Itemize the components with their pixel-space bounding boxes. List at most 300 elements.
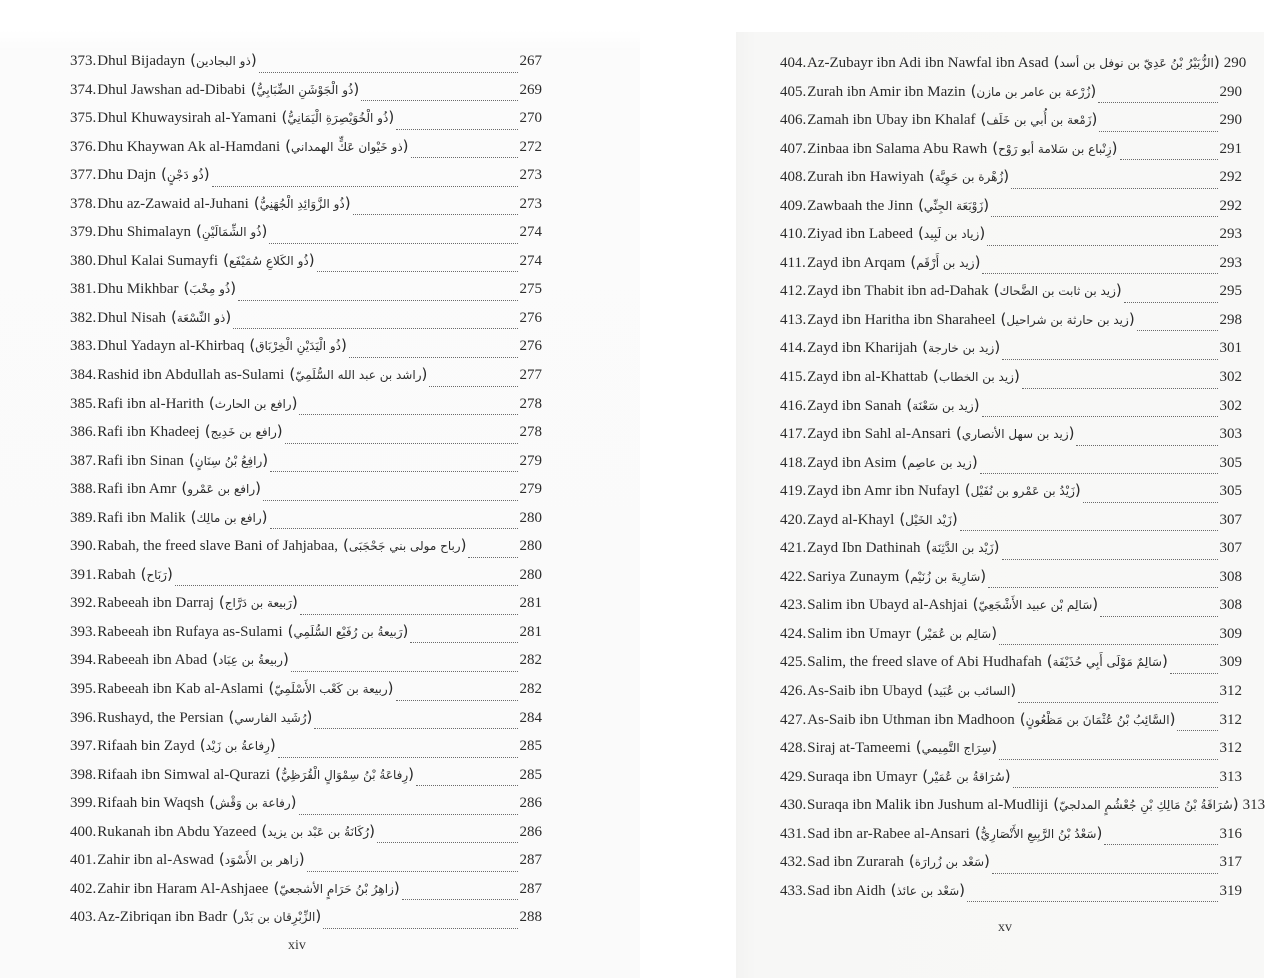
toc-entry[interactable] bbox=[780, 737, 1242, 766]
arabic-text: ذُو الزَّوَائِدِ الْجُهَنِيُّ bbox=[259, 196, 345, 211]
entry-number: 400. bbox=[70, 823, 97, 840]
toc-entry[interactable] bbox=[70, 221, 542, 250]
entry-page-number: 291 bbox=[1219, 140, 1242, 157]
entry-page-number: 309 bbox=[1219, 654, 1242, 671]
entry-number: 408. bbox=[780, 169, 807, 186]
entry-title: Salim ibn Ubayd al-Ashjai bbox=[807, 597, 968, 614]
arabic-text: رافع بن خَدِيج bbox=[210, 425, 277, 440]
entry-arabic-name: (ذُو دَجْنٍ) bbox=[161, 165, 210, 184]
entry-arabic-name: (زَيْد الخَيْل) bbox=[899, 509, 958, 528]
toc-entry[interactable] bbox=[780, 851, 1242, 880]
arabic-text: زُهْرة بن حَوِيَّة bbox=[934, 170, 1004, 185]
entry-title: Rabeeah ibn Rufaya as-Sulami bbox=[97, 623, 283, 640]
dot-leader bbox=[278, 743, 518, 758]
toc-entry[interactable] bbox=[70, 450, 542, 479]
entry-arabic-name: (زُرْعة بن عامر بن مازن) bbox=[970, 81, 1097, 100]
arabic-text: زَيْد بن الدَّثِنَة bbox=[931, 541, 994, 556]
entry-page-number: 312 bbox=[1219, 711, 1242, 728]
toc-entry[interactable] bbox=[70, 421, 542, 450]
entry-title: Zinbaa ibn Salama Abu Rawh bbox=[807, 140, 988, 157]
entry-page-number: 274 bbox=[519, 252, 542, 269]
arabic-text: ذُو الْيَدَيْنِ الْخِرْبَاق bbox=[255, 339, 342, 354]
entry-number: 383. bbox=[70, 338, 97, 355]
toc-entry[interactable] bbox=[780, 337, 1242, 366]
arabic-text: سَالِم بن عُمَيْر bbox=[921, 626, 992, 641]
dot-leader bbox=[299, 800, 518, 815]
arabic-text: زيد بن حارثة بن شراحيل bbox=[1006, 312, 1129, 327]
entry-title: Sariya Zunaym bbox=[807, 568, 900, 585]
toc-entry[interactable] bbox=[70, 564, 542, 593]
toc-entry[interactable] bbox=[780, 166, 1242, 195]
dot-leader bbox=[1124, 288, 1218, 303]
toc-entry[interactable] bbox=[780, 280, 1242, 309]
arabic-text: رافِعُ بْنُ سِنَانٍ bbox=[194, 453, 263, 468]
entry-number: 422. bbox=[780, 568, 807, 585]
arabic-text: زَيْد الخَيْل bbox=[905, 512, 952, 527]
entry-arabic-name: (زَمْعة بن أُبي بن خَلَف) bbox=[980, 110, 1098, 129]
entry-number: 426. bbox=[780, 683, 807, 700]
entry-number: 378. bbox=[70, 195, 97, 212]
entry-title: Rafi ibn Khadeej bbox=[97, 424, 200, 441]
entry-title: Rabah, the freed slave Bani of Jahjabaa, bbox=[97, 538, 338, 555]
dot-leader bbox=[349, 343, 518, 358]
arabic-text: ذُو الْخُوَيْصِرَةِ الْيَمَانِيُّ bbox=[287, 111, 389, 126]
entry-page-number: 293 bbox=[1219, 254, 1242, 271]
dot-leader bbox=[1099, 117, 1217, 132]
entry-title: Zayd ibn Thabit ibn ad-Dahak bbox=[807, 283, 989, 300]
entry-page-number: 279 bbox=[519, 452, 542, 469]
entry-title: Dhu Dajn bbox=[97, 167, 156, 184]
arabic-text: رفاعة بن وَقْش bbox=[214, 796, 291, 811]
entry-arabic-name: (رِفاعةُ بن زَيْد) bbox=[199, 736, 276, 755]
arabic-text: زيد بن سَعْنَة bbox=[912, 398, 974, 413]
arabic-text: رافع بن عَمْرو bbox=[187, 482, 256, 497]
toc-entry[interactable] bbox=[70, 507, 542, 536]
dot-leader bbox=[1076, 431, 1217, 446]
entry-number: 384. bbox=[70, 367, 97, 384]
entry-arabic-name: (السائب بن عُبَيد) bbox=[927, 681, 1017, 700]
entry-title: Zayd ibn Asim bbox=[807, 454, 897, 471]
toc-entry[interactable] bbox=[70, 621, 542, 650]
arabic-text: رباح مولى بني جَحْجَبَى bbox=[348, 539, 461, 554]
dot-leader bbox=[1120, 145, 1218, 160]
dot-leader bbox=[1100, 602, 1217, 617]
entry-arabic-name: (زيد بن عاصِم) bbox=[901, 452, 978, 471]
entry-title: Dhul Kalai Sumayfi bbox=[97, 252, 219, 269]
entry-number: 414. bbox=[780, 340, 807, 357]
toc-entry[interactable] bbox=[780, 81, 1242, 110]
entry-page-number: 301 bbox=[1219, 340, 1242, 357]
entry-number: 393. bbox=[70, 623, 97, 640]
entry-title: Zayd Ibn Dathinah bbox=[807, 540, 921, 557]
dot-leader bbox=[468, 543, 517, 558]
entry-page-number: 312 bbox=[1219, 740, 1242, 757]
arabic-text: الزِّبْرِقان بن بَدْر bbox=[238, 910, 316, 925]
entry-page-number: 279 bbox=[519, 481, 542, 498]
entry-arabic-name: (رَبَاح) bbox=[140, 564, 173, 583]
entry-number: 387. bbox=[70, 452, 97, 469]
dot-leader bbox=[416, 771, 517, 786]
entry-arabic-name: (رافع بن خَدِيج) bbox=[204, 422, 283, 441]
toc-entry[interactable] bbox=[70, 478, 542, 507]
entry-page-number: 281 bbox=[519, 623, 542, 640]
toc-entry[interactable] bbox=[780, 309, 1242, 338]
left-page bbox=[0, 30, 640, 978]
dot-leader bbox=[1002, 545, 1218, 560]
entry-title: Az-Zibriqan ibn Badr bbox=[97, 909, 228, 926]
entry-number: 403. bbox=[70, 909, 97, 926]
entry-number: 379. bbox=[70, 224, 97, 241]
entry-title: Dhul Bijadayn bbox=[97, 53, 186, 69]
entry-number: 397. bbox=[70, 738, 97, 755]
toc-entry[interactable] bbox=[70, 307, 542, 336]
entry-arabic-name: (رافع بن مالِك) bbox=[190, 507, 268, 526]
toc-entry[interactable] bbox=[70, 193, 542, 222]
entry-page-number: 312 bbox=[1219, 683, 1242, 700]
entry-page-number: 276 bbox=[519, 338, 542, 355]
entry-page-number: 305 bbox=[1219, 454, 1242, 471]
entry-arabic-name: (رَبيعة بن دَرَّاج) bbox=[218, 593, 298, 612]
entry-arabic-name: (زيد بن ثابت بن الضَّحاك) bbox=[993, 281, 1122, 300]
entry-title: Zurah ibn Amir ibn Mazin bbox=[807, 83, 966, 100]
toc-entry[interactable] bbox=[70, 649, 542, 678]
dot-leader bbox=[238, 286, 517, 301]
toc-entry[interactable] bbox=[780, 709, 1242, 738]
entry-page-number: 295 bbox=[1219, 283, 1242, 300]
toc-entry[interactable] bbox=[70, 792, 542, 821]
entry-number: 410. bbox=[780, 226, 807, 243]
entry-arabic-name: (ذو البجادين) bbox=[190, 51, 257, 69]
entry-page-number: 287 bbox=[519, 852, 542, 869]
dot-leader bbox=[1098, 88, 1217, 103]
entry-title: Siraj at-Tameemi bbox=[807, 740, 911, 757]
entry-title: Zayd ibn al-Khattab bbox=[807, 369, 929, 386]
toc-entry[interactable] bbox=[780, 452, 1242, 481]
entry-number: 385. bbox=[70, 395, 97, 412]
entry-number: 399. bbox=[70, 795, 97, 812]
toc-entry[interactable] bbox=[70, 79, 542, 108]
entry-arabic-name: (رافِعُ بْنُ سِنَانٍ) bbox=[188, 450, 269, 469]
arabic-text: ذو النِّسْعَة bbox=[176, 310, 226, 325]
entry-number: 377. bbox=[70, 167, 97, 184]
entry-number: 391. bbox=[70, 566, 97, 583]
entry-page-number: 274 bbox=[519, 224, 542, 241]
toc-entry[interactable] bbox=[780, 195, 1242, 224]
arabic-text: رَبَاح bbox=[146, 567, 167, 582]
entry-number: 425. bbox=[780, 654, 807, 671]
entry-arabic-name: (سَعْد بن عائذ) bbox=[890, 880, 966, 899]
entry-page-number: 308 bbox=[1219, 568, 1242, 585]
toc-entry[interactable] bbox=[780, 880, 1242, 909]
dot-leader bbox=[988, 573, 1217, 588]
toc-entry[interactable] bbox=[780, 566, 1242, 595]
dot-leader bbox=[300, 600, 518, 615]
dot-leader bbox=[1170, 659, 1218, 674]
dot-leader bbox=[353, 200, 518, 215]
toc-entry[interactable] bbox=[70, 821, 542, 850]
dot-leader bbox=[323, 914, 517, 929]
entry-title: Az-Zubayr ibn Adi ibn Nawfal ibn Asad bbox=[807, 55, 1049, 71]
entry-page-number: 313 bbox=[1219, 768, 1242, 785]
arabic-text: ذُو الشِّمَالَيْنِ bbox=[201, 225, 262, 240]
page-number-right: xv bbox=[998, 920, 1012, 935]
toc-entry[interactable] bbox=[780, 52, 1247, 81]
entry-title: Dhul Nisah bbox=[97, 309, 166, 326]
entry-arabic-name: (زِنْباع بن سَلامة أبو رَوْح) bbox=[992, 138, 1118, 157]
entry-page-number: 308 bbox=[1219, 597, 1242, 614]
arabic-text: ربيعةُ بن عِبَاد bbox=[218, 653, 283, 668]
entry-title: Suraqa ibn Umayr bbox=[807, 768, 918, 785]
toc-entry[interactable] bbox=[70, 878, 542, 907]
entry-arabic-name: (رافع بن عَمْرو) bbox=[181, 479, 262, 498]
entry-page-number: 280 bbox=[519, 509, 542, 526]
entry-arabic-name: (ذو النِّسْعَة) bbox=[171, 307, 232, 326]
entry-number: 395. bbox=[70, 681, 97, 698]
toc-entry[interactable] bbox=[70, 393, 542, 422]
entry-number: 381. bbox=[70, 281, 97, 298]
arabic-text: زيد بن سهل الأنصاري bbox=[961, 427, 1069, 442]
entry-title: Zayd ibn Haritha ibn Sharaheel bbox=[807, 311, 996, 328]
dot-leader bbox=[1022, 374, 1218, 389]
entry-page-number: 272 bbox=[519, 138, 542, 155]
dot-leader bbox=[269, 229, 517, 244]
entry-number: 389. bbox=[70, 509, 97, 526]
entry-arabic-name: (زُهْرة بن حَوِيَّة) bbox=[928, 167, 1010, 186]
arabic-text: زياد بن لَبِيد bbox=[923, 227, 980, 242]
entry-arabic-name: (ذُو الكَلاعِ سُمَيْفَع) bbox=[223, 250, 315, 269]
toc-entry[interactable] bbox=[780, 395, 1242, 424]
entry-arabic-name: (سِرَاج التَّمِيمي) bbox=[915, 738, 998, 757]
entry-number: 415. bbox=[780, 369, 807, 386]
toc-entry[interactable] bbox=[780, 680, 1242, 709]
arabic-text: زاهر بن الأَسْوَد bbox=[224, 853, 299, 868]
entry-title: Rabah bbox=[97, 566, 136, 583]
dot-leader bbox=[991, 202, 1217, 217]
arabic-text: زَوْبَعَة الجِنِّي bbox=[923, 198, 984, 213]
entry-page-number: 273 bbox=[519, 167, 542, 184]
entry-title: Zayd al-Khayl bbox=[807, 511, 895, 528]
dot-leader bbox=[1104, 830, 1217, 845]
dot-leader bbox=[999, 630, 1217, 645]
arabic-text: سَعْد بن عائذ bbox=[896, 883, 960, 898]
entry-arabic-name: (زاهِرُ بْنُ حَرَامٍ الأشجعيّ) bbox=[273, 878, 400, 897]
dot-leader bbox=[259, 58, 518, 73]
entry-title: Salim, the freed slave of Abi Hudhafah bbox=[807, 654, 1042, 671]
entry-number: 406. bbox=[780, 112, 807, 129]
entry-title: Ziyad ibn Labeed bbox=[807, 226, 914, 243]
dot-leader bbox=[1013, 773, 1218, 788]
entry-arabic-name: (رُشَيد الفارسي) bbox=[228, 707, 313, 726]
entry-number: 431. bbox=[780, 825, 807, 842]
dot-leader bbox=[396, 686, 518, 701]
entry-title: Rifaah ibn Simwal al-Qurazi bbox=[97, 766, 271, 783]
arabic-text: زيد بن خارجة bbox=[928, 341, 995, 356]
entry-page-number: 281 bbox=[519, 595, 542, 612]
entry-number: 413. bbox=[780, 311, 807, 328]
toc-entry[interactable] bbox=[780, 651, 1242, 680]
dot-leader bbox=[1018, 688, 1217, 703]
toc-entry[interactable] bbox=[780, 537, 1242, 566]
toc-entry[interactable] bbox=[780, 794, 1266, 823]
entry-page-number: 286 bbox=[519, 823, 542, 840]
arabic-text: سَالِم بْن عبيد الأَشْجَعِيّ bbox=[978, 598, 1093, 613]
entry-arabic-name: (ذُو الْخُوَيْصِرَةِ الْيَمَانِيُّ) bbox=[281, 108, 395, 127]
entry-page-number: 290 bbox=[1219, 112, 1242, 129]
toc-entry[interactable] bbox=[70, 50, 542, 79]
entry-title: Rabeeah ibn Abad bbox=[97, 652, 208, 669]
entry-title: Zayd ibn Sanah bbox=[807, 397, 902, 414]
entry-arabic-name: (زيد بن الخطاب) bbox=[933, 367, 1020, 386]
entry-title: Dhu az-Zawaid al-Juhani bbox=[97, 195, 249, 212]
toc-entry[interactable] bbox=[780, 766, 1242, 795]
entry-number: 417. bbox=[780, 426, 807, 443]
entry-page-number: 290 bbox=[1223, 55, 1247, 71]
entry-number: 418. bbox=[780, 454, 807, 471]
entry-page-number: 278 bbox=[519, 395, 542, 412]
toc-entry[interactable] bbox=[780, 623, 1242, 652]
toc-entry[interactable] bbox=[70, 707, 542, 736]
arabic-text: زاهِرُ بْنُ حَرَامٍ الأشجعيّ bbox=[279, 881, 394, 896]
arabic-text: رِفاعةُ بن زَيْد bbox=[205, 739, 270, 754]
toc-entry[interactable] bbox=[70, 849, 542, 878]
entry-title: Rifaah bin Zayd bbox=[97, 738, 195, 755]
entry-arabic-name: (سَالِم بن عُمَيْر) bbox=[915, 623, 998, 642]
entry-arabic-name: (زيد بن خارجة) bbox=[922, 338, 1001, 357]
entry-page-number: 316 bbox=[1219, 825, 1242, 842]
toc-entry[interactable] bbox=[780, 138, 1242, 167]
entry-arabic-name: (ذو خَيْوان عَكٍّ الهمداني) bbox=[285, 136, 409, 155]
entry-title: Dhu Shimalayn bbox=[97, 224, 191, 241]
dot-leader bbox=[212, 172, 518, 187]
dot-leader bbox=[396, 115, 517, 130]
arabic-text: زَيْدُ بن عَمْرو بن نُفَيْل bbox=[970, 484, 1075, 499]
arabic-text: رافع بن الحارث bbox=[214, 396, 292, 411]
arabic-text: زُرْعة بن عامر بن مازن bbox=[976, 84, 1091, 99]
dot-leader bbox=[967, 887, 1217, 902]
entry-arabic-name: (السَّائِبُ بْنُ عُثْمَانَ بن مَظْعُونٍ) bbox=[1019, 709, 1176, 728]
entry-number: 428. bbox=[780, 740, 807, 757]
entry-number: 382. bbox=[70, 309, 97, 326]
entry-arabic-name: (زيد بن سَعْنَة) bbox=[906, 395, 980, 414]
entry-number: 390. bbox=[70, 538, 97, 555]
arabic-text: زيد بن ثابت بن الضَّحاك bbox=[999, 284, 1116, 299]
entry-title: Sad ibn Aidh bbox=[807, 882, 886, 899]
toc-entry[interactable] bbox=[70, 592, 542, 621]
arabic-text: سَالِمٌ مَوْلَى أَبِي حُذَيْفَة bbox=[1052, 655, 1162, 670]
entry-page-number: 292 bbox=[1219, 197, 1242, 214]
entry-number: 420. bbox=[780, 511, 807, 528]
entry-arabic-name: (ذُو الشِّمَالَيْنِ) bbox=[196, 222, 268, 241]
arabic-text: ذو خَيْوان عَكٍّ الهمداني bbox=[290, 139, 403, 154]
toc-entry[interactable] bbox=[70, 764, 542, 793]
toc-entry[interactable] bbox=[780, 223, 1242, 252]
entry-page-number: 287 bbox=[519, 880, 542, 897]
dot-leader bbox=[377, 828, 518, 843]
toc-entry[interactable] bbox=[780, 594, 1242, 623]
toc-entry[interactable] bbox=[70, 250, 542, 279]
dot-leader bbox=[1137, 316, 1218, 331]
toc-entry[interactable] bbox=[70, 278, 542, 307]
entry-page-number: 298 bbox=[1219, 311, 1242, 328]
entry-arabic-name: (زَوْبَعَة الجِنِّي) bbox=[918, 195, 990, 214]
arabic-text: راشد بن عبد الله السُّلَمِيّ bbox=[295, 368, 422, 383]
entry-page-number: 280 bbox=[519, 566, 542, 583]
entry-number: 427. bbox=[780, 711, 807, 728]
toc-entry[interactable] bbox=[70, 164, 542, 193]
arabic-text: زِنْباع بن سَلامة أبو رَوْح bbox=[998, 141, 1112, 156]
toc-entry[interactable] bbox=[780, 823, 1242, 852]
entry-page-number: 275 bbox=[519, 281, 542, 298]
toc-entry[interactable] bbox=[780, 509, 1242, 538]
arabic-text: ذُو الْجَوْشَنِ الضِّبَابِيُّ bbox=[256, 82, 354, 97]
entry-page-number: 284 bbox=[519, 709, 542, 726]
toc-entry[interactable] bbox=[70, 136, 542, 165]
toc-entry[interactable] bbox=[70, 335, 542, 364]
entry-title: Zayd ibn Amr ibn Nufayl bbox=[807, 483, 960, 500]
arabic-text: سَعْدُ بْنُ الرَّبِيعِ الأَنْصَارِيُّ bbox=[980, 826, 1097, 841]
entry-number: 404. bbox=[780, 55, 807, 71]
entry-number: 432. bbox=[780, 854, 807, 871]
entry-number: 392. bbox=[70, 595, 97, 612]
entry-number: 409. bbox=[780, 197, 807, 214]
entry-number: 380. bbox=[70, 252, 97, 269]
toc-entry[interactable] bbox=[780, 252, 1242, 281]
entry-number: 375. bbox=[70, 110, 97, 127]
toc-entry[interactable] bbox=[70, 735, 542, 764]
dot-leader bbox=[980, 459, 1218, 474]
entry-title: Rabeeah ibn Darraj bbox=[97, 595, 214, 612]
entry-arabic-name: (رُكَانَةُ بن عَبْد بن يزيد) bbox=[261, 821, 375, 840]
toc-entry[interactable] bbox=[70, 678, 542, 707]
toc-entry[interactable] bbox=[780, 423, 1242, 452]
dot-leader bbox=[270, 514, 518, 529]
entry-page-number: 269 bbox=[519, 81, 542, 98]
entry-page-number: 285 bbox=[519, 738, 542, 755]
entry-title: Suraqa ibn Malik ibn Jushum al-Mudliji bbox=[807, 797, 1049, 814]
arabic-text: رَبيعة بن دَرَّاج bbox=[224, 596, 293, 611]
entry-page-number: 286 bbox=[519, 795, 542, 812]
entry-arabic-name: (ذُو مِخْبَ) bbox=[183, 279, 237, 298]
arabic-text: زيد بن عاصِم bbox=[907, 455, 972, 470]
entry-page-number: 293 bbox=[1219, 226, 1242, 243]
arabic-text: ربيعة بن كَعْب الأَسْلَمِيّ bbox=[274, 682, 388, 697]
dot-leader bbox=[314, 714, 517, 729]
arabic-text: ذُو دَجْنٍ bbox=[166, 168, 204, 183]
entry-page-number: 302 bbox=[1219, 369, 1242, 386]
dot-leader bbox=[285, 429, 518, 444]
entry-number: 374. bbox=[70, 81, 97, 98]
entry-arabic-name: (زاهر بن الأَسْوَد) bbox=[218, 850, 305, 869]
entry-arabic-name: (الزِّبْرِقان بن بَدْر) bbox=[232, 907, 322, 926]
toc-entry[interactable] bbox=[70, 906, 542, 935]
dot-leader bbox=[299, 400, 517, 415]
arabic-text: ذو البجادين bbox=[196, 54, 251, 68]
entry-number: 396. bbox=[70, 709, 97, 726]
toc-entry[interactable] bbox=[70, 364, 542, 393]
entry-arabic-name: (سَارِيةَ بن زُنَيْم) bbox=[904, 566, 987, 585]
toc-entry[interactable] bbox=[780, 366, 1242, 395]
toc-entry[interactable] bbox=[70, 107, 542, 136]
toc-entry[interactable] bbox=[780, 480, 1242, 509]
entry-title: Rafi ibn al-Harith bbox=[97, 395, 204, 412]
toc-entry[interactable] bbox=[780, 109, 1242, 138]
dot-leader bbox=[175, 571, 518, 586]
entry-title: Dhul Jawshan ad-Dibabi bbox=[97, 81, 246, 98]
toc-entry[interactable] bbox=[70, 535, 542, 564]
entry-arabic-name: (زَيْدُ بن عَمْرو بن نُفَيْل) bbox=[964, 481, 1081, 500]
entry-arabic-name: (زيد بن أَرْقَم) bbox=[910, 252, 981, 271]
arabic-text: السائب بن عُبَيد bbox=[933, 684, 1011, 699]
